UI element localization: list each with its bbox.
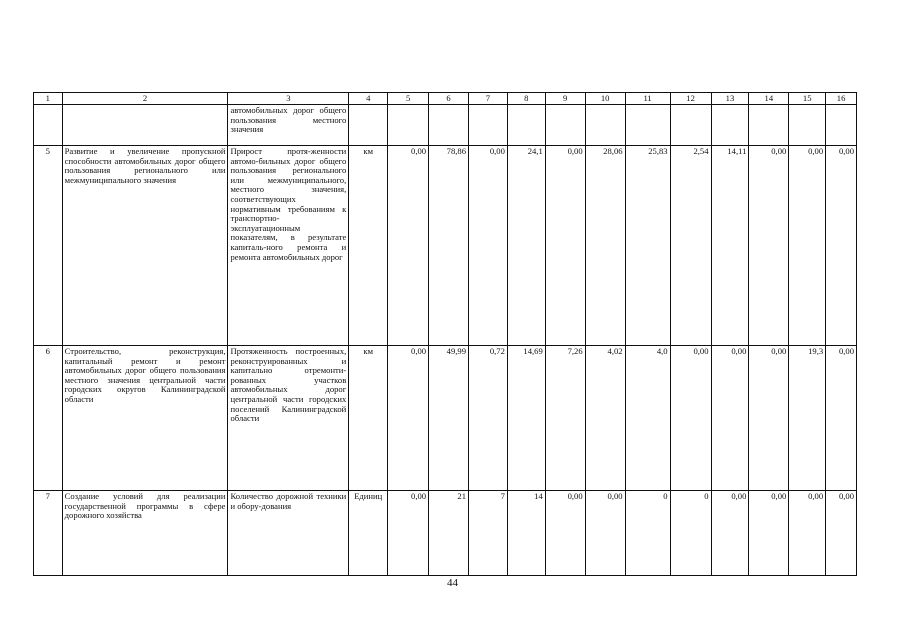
value-cell: 28,06 [585,146,625,346]
column-number: 12 [670,93,711,105]
value-cell: 0,00 [388,346,429,491]
indicator-cell: Протяженность построенных, реконструированных и капитально отремонти-рованных участков автомобильных дорог центральной части городских поселений Калининградской области [228,346,349,491]
value-cell: 0 [625,491,670,576]
column-number: 13 [711,93,749,105]
table-row [34,491,857,576]
value-cell: 4,02 [585,346,625,491]
row-number-cell: 6 [34,346,63,491]
value-cell: 49,99 [429,346,469,491]
value-cell: 24,1 [507,146,545,346]
value-cell: 0,00 [749,346,789,491]
row-number-cell: 7 [34,491,63,576]
value-cell: 14,11 [711,146,749,346]
column-number: 3 [228,93,349,105]
column-number: 6 [429,93,469,105]
value-cell: 0,00 [585,491,625,576]
value-cell: 0,00 [711,346,749,491]
table-row [34,346,857,491]
value-cell: 0,00 [670,346,711,491]
table-row [34,146,857,346]
value-cell: 2,54 [670,146,711,346]
column-number: 14 [749,93,789,105]
column-number: 7 [469,93,508,105]
value-cell: 0,00 [789,146,826,346]
value-cell: 4,0 [625,346,670,491]
data-table [33,92,857,576]
value-cell: 19,3 [789,346,826,491]
column-number: 16 [826,93,857,105]
indicator-cell: Прирост протя-женности автомо-бильных дорог общего пользования регионального или межмуниципального, местного значения, соответствующих нормативным требованиям к транспортно-эксплуатационным показателям, в результате капиталь-ного ремонта и ремонта автомобильных дорог [228,146,349,346]
value-cell: 0,00 [711,491,749,576]
measure-cell: Строительство, реконструкция, капитальный ремонт и ремонт автомобильных дорог общего пользования местного значения центральной части городских округов Калининградской области [62,346,228,491]
value-cell: 0,00 [826,491,857,576]
continuation-row [34,105,857,146]
value-cell: 0,72 [469,346,508,491]
value-cell: 25,83 [625,146,670,346]
column-number: 11 [625,93,670,105]
value-cell: 14 [507,491,545,576]
column-number: 10 [585,93,625,105]
column-number: 1 [34,93,63,105]
measure-cell: Создание условий для реализации государственной программы в сфере дорожного хозяйства [62,491,228,576]
column-number: 8 [507,93,545,105]
column-number: 9 [545,93,585,105]
value-cell: 0,00 [789,491,826,576]
unit-cell: км [349,146,388,346]
value-cell: 0,00 [749,491,789,576]
value-cell: 0 [670,491,711,576]
value-cell: 0,00 [545,146,585,346]
value-cell: 7,26 [545,346,585,491]
value-cell: 14,69 [507,346,545,491]
value-cell: 21 [429,491,469,576]
value-cell: 0,00 [469,146,508,346]
value-cell: 0,00 [545,491,585,576]
measure-cell: Развитие и увеличение пропускной способности автомобильных дорог общего пользования регионального или межмуниципального значения [62,146,228,346]
column-number: 15 [789,93,826,105]
indicator-cell: автомобильных дорог общего пользования местного значения [228,105,349,146]
value-cell: 0,00 [388,146,429,346]
value-cell: 0,00 [749,146,789,346]
page-number: 44 [447,577,458,589]
indicator-cell: Количество дорожной техники и обору-дования [228,491,349,576]
value-cell: 0,00 [826,346,857,491]
value-cell: 0,00 [388,491,429,576]
value-cell: 0,00 [826,146,857,346]
value-cell: 7 [469,491,508,576]
unit-cell: Единиц [349,491,388,576]
unit-cell: км [349,346,388,491]
column-number-row [34,93,857,105]
column-number: 2 [62,93,228,105]
column-number: 5 [388,93,429,105]
value-cell: 78,86 [429,146,469,346]
row-number-cell: 5 [34,146,63,346]
column-number: 4 [349,93,388,105]
